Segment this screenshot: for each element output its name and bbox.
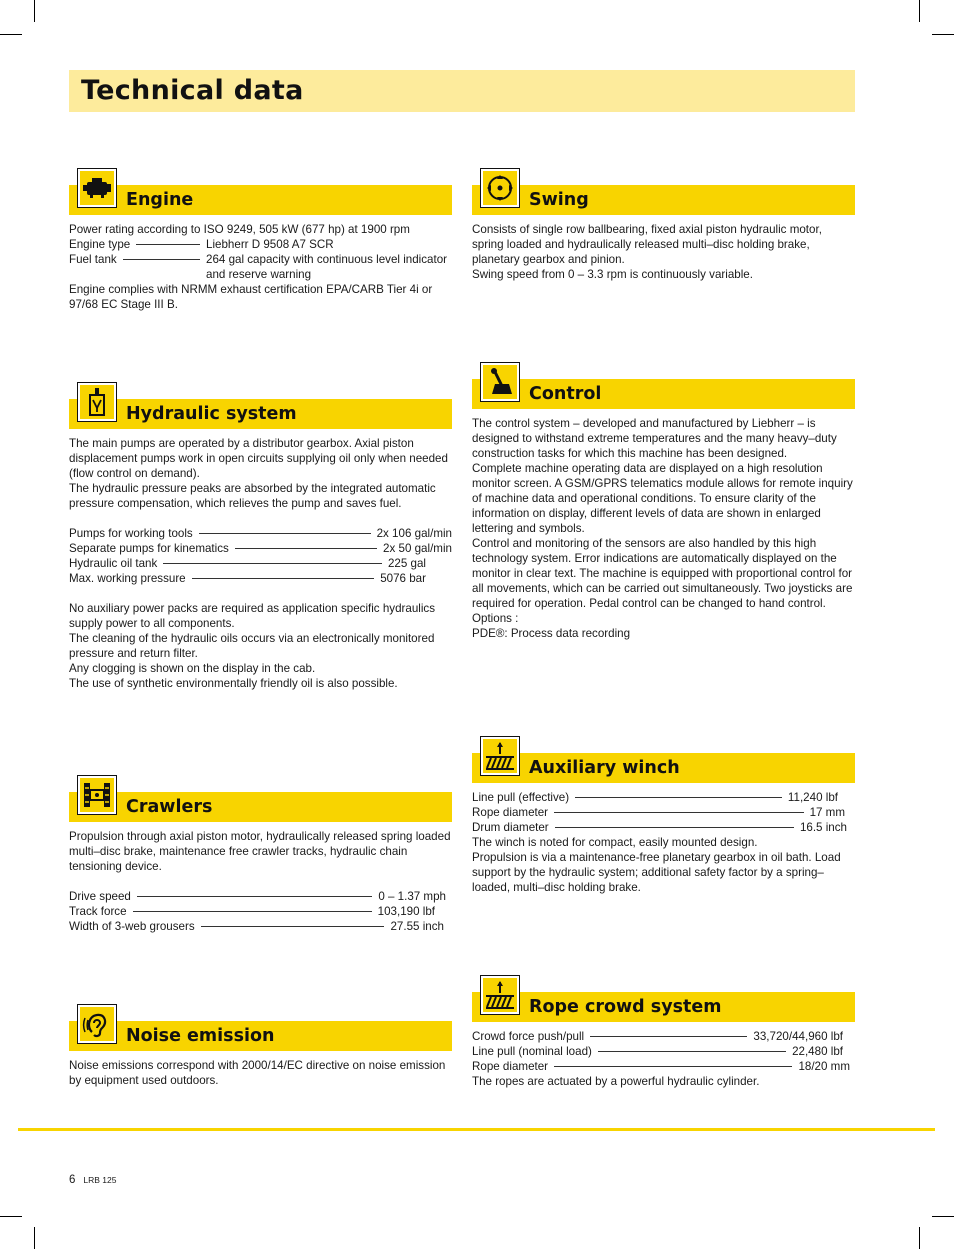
spec-value: 264 gal capacity with continuous level indicator and reserve warning [206, 253, 448, 281]
spec-row [69, 541, 452, 556]
spec-label: Max. working pressure [69, 572, 186, 585]
leader-line [554, 1066, 792, 1067]
section-header [472, 169, 855, 215]
paragraph: Engine complies with NRMM exhaust certification EPA/CARB Tier 4i or 97/68 EC Stage III B. [69, 283, 433, 311]
section-engine [69, 169, 452, 312]
heading-band [69, 185, 452, 215]
page-title: Technical data [81, 75, 304, 106]
crop-mark [932, 34, 954, 35]
paragraph: Power rating according to ISO 9249, 505 kW (677 hp) at 1900 rpm [69, 223, 410, 236]
spec-row [472, 790, 855, 805]
crawler-icon [78, 776, 116, 814]
spec-row [472, 820, 855, 835]
document-code: LRB 125 [83, 1175, 117, 1185]
spec-value: 225 gal [387, 557, 426, 570]
paragraph: Propulsion is via a maintenance-free planetary gearbox in oil bath. Load support by the hydraulic system; additional safety factor by a spring–loaded, multi–disc holding brake. [472, 851, 841, 894]
leader-line [123, 259, 200, 260]
spec-row [69, 526, 452, 541]
spec-label: Separate pumps for kinematics [69, 542, 229, 555]
paragraph: Complete machine operating data are displayed on a high resolution monitor screen. A GSM/GPRS telematics module allows for remote inquiry of machine data and operational conditions. To ensure clarity of the information on display, different levels of data are shown in enlarged lettering and symbols. [472, 462, 853, 535]
spec-value: 18/20 mm [798, 1060, 850, 1073]
section-heading: Rope crowd system [529, 997, 722, 1017]
options-item: PDE®: Process data recording [472, 627, 631, 640]
spec-label: Pumps for working tools [69, 527, 193, 540]
spec-row [69, 556, 452, 571]
footer-rule [18, 1128, 935, 1131]
spec-value: 2x 50 gal/min [383, 542, 452, 555]
leader-line [201, 926, 385, 927]
spec-label: Rope diameter [472, 806, 549, 819]
crop-mark [34, 0, 35, 22]
spec-label: Track force [69, 905, 127, 918]
leader-line [199, 533, 371, 534]
paragraph: Consists of single row ballbearing, fixed axial piston hydraulic motor, spring loaded and hydraulically released multi–disc holding brake, planetary gearbox and pinion. [472, 223, 822, 266]
paragraph: The main pumps are operated by a distributor gearbox. Axial piston displacement pumps work in open circuits supplying oil only when needed (flow control on demand). [69, 437, 448, 480]
spec-value: 16.5 inch [799, 821, 847, 834]
crop-mark [932, 1216, 954, 1217]
spec-row [472, 805, 855, 820]
spec-label: Width of 3-web grousers [69, 920, 195, 933]
leader-line [192, 578, 375, 579]
section-body [472, 409, 855, 641]
title-band [69, 70, 855, 112]
spec-value: 5076 bar [380, 572, 426, 585]
page-number: 6 [69, 1174, 76, 1186]
spec-label: Drive speed [69, 890, 131, 903]
section-heading: Crawlers [126, 797, 213, 817]
crop-mark [919, 1227, 920, 1249]
paragraph: Noise emissions correspond with 2000/14/EC directive on noise emission by equipment used outdoors. [69, 1059, 446, 1087]
section-body [69, 215, 452, 312]
hydraulic-icon [78, 383, 116, 421]
spec-label: Drum diameter [472, 821, 549, 834]
paragraph: The hydraulic pressure peaks are absorbed by the integrated automatic pressure compensation, which relieves the pump and saves fuel. [69, 482, 436, 510]
spec-row [69, 237, 452, 252]
section-body [472, 1022, 855, 1089]
paragraph: Any clogging is shown on the display in the cab. [69, 662, 316, 675]
paragraph: No auxiliary power packs are required as application specific hydraulics supply power to all components. [69, 602, 436, 630]
spec-label: Hydraulic oil tank [69, 557, 158, 570]
section-header [69, 383, 452, 429]
heading-band [69, 399, 452, 429]
crop-mark [0, 1216, 22, 1217]
spec-row [472, 1029, 855, 1044]
section-hydraulic [69, 383, 452, 691]
spec-value: 33,720/44,960 lbf [753, 1030, 843, 1043]
section-heading: Engine [126, 190, 194, 210]
spec-value: 17 mm [809, 806, 845, 819]
spec-value: 11,240 lbf [787, 791, 838, 804]
section-header [69, 169, 452, 215]
paragraph: The winch is noted for compact, easily mounted design. [472, 836, 758, 849]
section-heading: Hydraulic system [126, 404, 297, 424]
paragraph: Swing speed from 0 – 3.3 rpm is continuously variable. [472, 268, 753, 281]
leader-line [235, 548, 377, 549]
spec-label: Rope diameter [472, 1060, 549, 1073]
leader-line [590, 1036, 747, 1037]
spec-value: 27.55 inch [390, 920, 444, 933]
section-crawlers [69, 776, 452, 934]
spec-row [69, 571, 452, 586]
paragraph: Control and monitoring of the sensors are also handled by this high technology system. Error indications are automatically displayed on the monitor in clear text. The machine is equipped with proportional control for all movements, which can be carried out simultaneously. Two joysticks are required for operation. Pedal control can be changed to hand control. [472, 537, 853, 610]
spec-row [472, 1044, 855, 1059]
engine-icon [78, 169, 116, 207]
page-footer [69, 1173, 117, 1188]
section-header [69, 776, 452, 822]
paragraph: The ropes are actuated by a powerful hydraulic cylinder. [472, 1075, 760, 1088]
spec-value: 22,480 lbf [792, 1045, 843, 1058]
paragraph: Propulsion through axial piston motor, hydraulically released spring loaded multi–disc brake, maintenance free crawler tracks, hydraulic chain tensioning device. [69, 830, 451, 873]
crop-mark [919, 0, 920, 22]
section-body [69, 822, 452, 934]
ear-icon [78, 1005, 116, 1043]
options-label: Options : [472, 612, 519, 625]
crop-mark [0, 34, 22, 35]
heading-band [472, 185, 855, 215]
section-heading: Swing [529, 190, 589, 210]
heading-band [472, 753, 855, 783]
spec-row [472, 1059, 855, 1074]
spec-row [69, 904, 452, 919]
paragraph: The use of synthetic environmentally friendly oil is also possible. [69, 677, 398, 690]
spec-label: Line pull (effective) [472, 791, 570, 804]
leader-line [137, 896, 372, 897]
spec-value: 2x 106 gal/min [376, 527, 452, 540]
leader-line [136, 244, 200, 245]
section-heading: Auxiliary winch [529, 758, 680, 778]
section-body [69, 1051, 452, 1088]
paragraph: The control system – developed and manufactured by Liebherr – is designed to withstand extreme temperatures and the many heavy–duty construction tasks for which this machine has been designed. [472, 417, 837, 460]
spec-value: 0 – 1.37 mph [378, 890, 446, 903]
section-heading: Noise emission [126, 1026, 275, 1046]
spec-label: Engine type [69, 238, 131, 251]
heading-band [69, 792, 452, 822]
heading-band [472, 379, 855, 409]
winch-icon [481, 976, 519, 1014]
section-heading: Control [529, 384, 602, 404]
section-body [472, 215, 855, 282]
leader-line [133, 911, 372, 912]
spec-row [69, 252, 452, 282]
section-body [472, 783, 855, 895]
section-auxiliary-winch [472, 737, 855, 895]
spec-label: Crowd force push/pull [472, 1030, 585, 1043]
section-body [69, 429, 452, 691]
heading-band [472, 992, 855, 1022]
leader-line [555, 827, 794, 828]
joystick-icon [481, 363, 519, 401]
crop-mark [34, 1227, 35, 1249]
heading-band [69, 1021, 452, 1051]
section-header [69, 1005, 452, 1051]
spec-row [69, 919, 452, 934]
section-rope-crowd-system [472, 976, 855, 1089]
spec-row [69, 889, 452, 904]
spec-value: Liebherr D 9508 A7 SCR [206, 238, 334, 251]
paragraph: The cleaning of the hydraulic oils occurs via an electronically monitored pressure and return filter. [69, 632, 435, 660]
leader-line [598, 1051, 786, 1052]
section-header [472, 363, 855, 409]
winch-icon [481, 737, 519, 775]
spec-label: Line pull (nominal load) [472, 1045, 592, 1058]
leader-line [575, 797, 782, 798]
leader-line [163, 563, 382, 564]
section-header [472, 737, 855, 783]
leader-line [554, 812, 804, 813]
section-header [472, 976, 855, 1022]
section-noise-emission [69, 1005, 452, 1088]
spec-label: Fuel tank [69, 253, 117, 266]
swing-icon [481, 169, 519, 207]
section-control [472, 363, 855, 641]
spec-value: 103,190 lbf [377, 905, 435, 918]
section-swing [472, 169, 855, 282]
